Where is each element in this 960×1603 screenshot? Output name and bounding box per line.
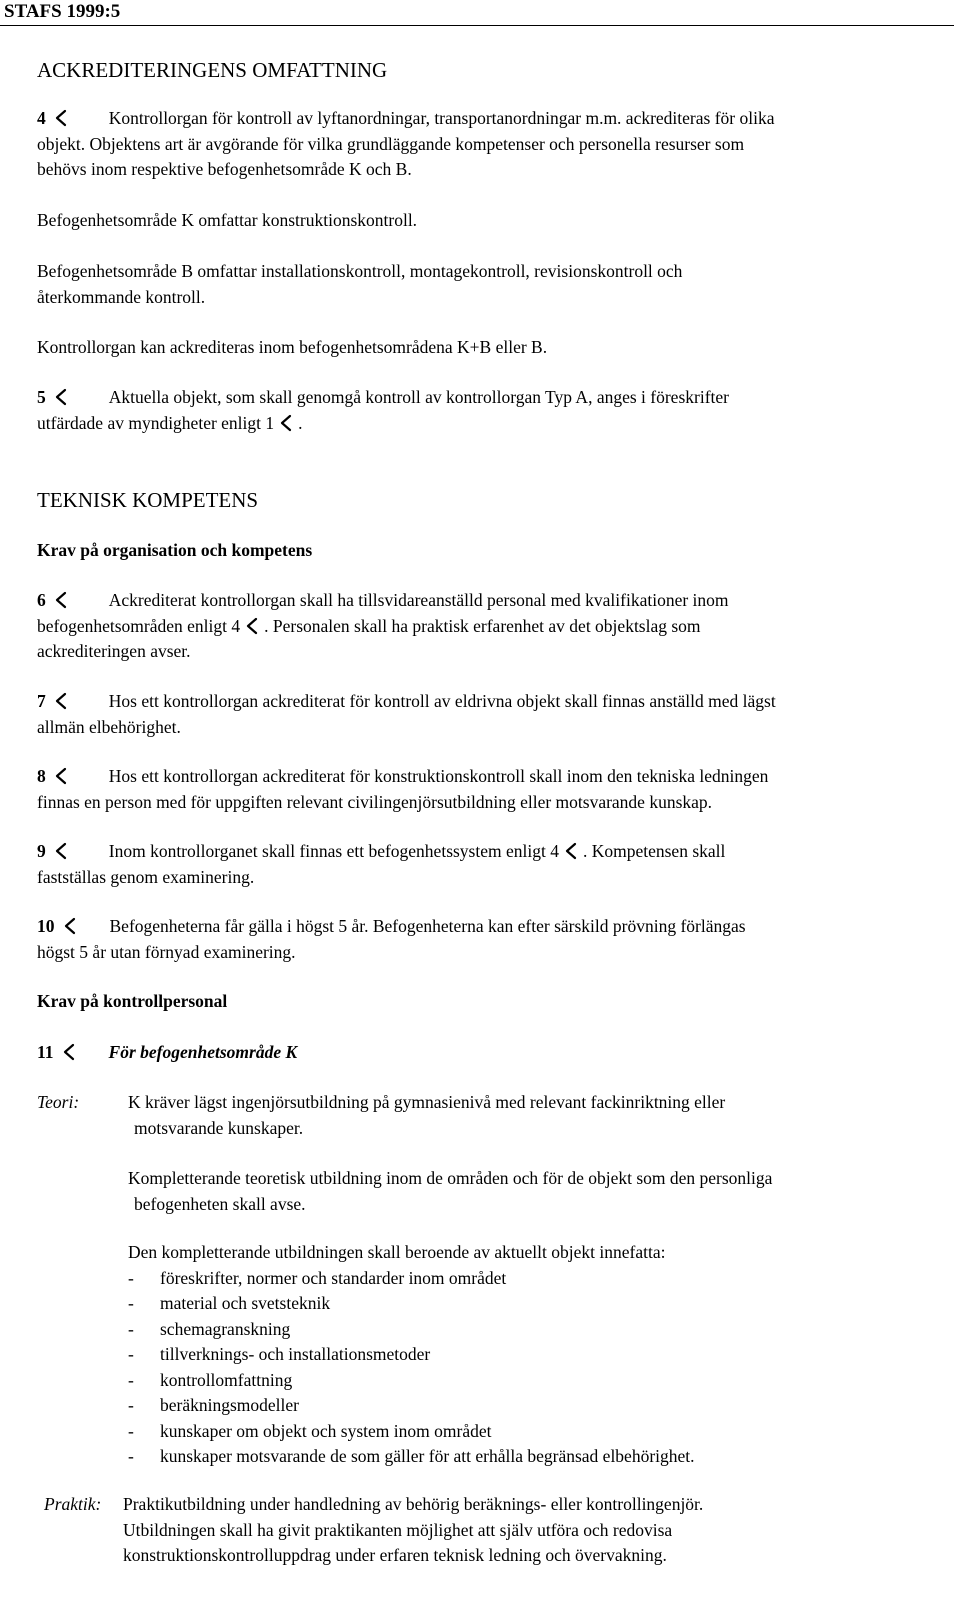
paragraph-4: 4 Kontrollorgan för kontroll av lyftanordningar, transportanordningar m.m. ackrediteras för olika objekt. Objektens art är avgörande för vilka grundläggande kompetenser och personella resurser som behövs inom respektive befogenhetsområde K och B. [37,108,775,179]
paragraph-number: 11 [37,1042,54,1062]
section-heading-competence: TEKNISK KOMPETENS [37,488,259,512]
dash-bullet: - [128,1369,134,1390]
paragraph-number: 7 [37,691,46,711]
section-heading-scope: ACKREDITERINGENS OMFATTNING [37,58,388,82]
list-item: - föreskrifter, normer och standarder inom området [128,1266,695,1292]
practice-requirement: Praktikutbildning under handledning av behörig beräknings- eller kontrollingenjör. Utbildningen skall ha givit praktikanten möjlighet att själv utföra och redovisa konstruktionskontrolluppdrag under erfaren teknisk ledning och övervakning. [123,1494,704,1565]
theory-supplementary: Kompletterande teoretisk utbildning inom de områden och för de objekt som den personliga befogenheten skall avse. [128,1168,773,1214]
list-item: - kunskaper motsvarande de som gäller för att erhålla begränsad elbehörighet. [128,1444,695,1470]
section-sign-icon [52,692,73,710]
list-item: - material och svetsteknik [128,1291,695,1317]
section-sign-icon [243,617,264,635]
dash-bullet: - [128,1420,134,1441]
list-item: - kontrollomfattning [128,1368,695,1394]
dash-bullet: - [128,1344,134,1364]
paragraph-6: 6 Ackrediterat kontrollorgan skall ha tillsvidareanställd personal med kvalifikationer inom befogenhetsområden enligt 4 . Personalen skall ha praktisk erfarenhet av det objektslag som ackrediteringen avser. [37,590,729,661]
dash-bullet: - [128,1267,134,1288]
section-sign-icon [52,388,73,406]
list-item: - kunskaper om objekt och system inom området [128,1419,695,1445]
paragraph-10: 10 Befogenheterna får gälla i högst 5 år. Befogenheterna kan efter särskild prövning förlängas högst 5 år utan förnyad examinering. [37,916,746,962]
paragraph-9: 9 Inom kontrollorganet skall finnas ett befogenhetssystem enligt 4 . Kompetensen skall fastställas genom examinering. [37,841,726,887]
dash-bullet: - [128,1446,134,1466]
paragraph-number: 4 [37,108,46,128]
paragraph-scope-k: Befogenhetsområde K omfattar konstruktionskontroll. [37,210,418,230]
practice-label: Praktik: [44,1494,102,1514]
section-sign-icon [60,1043,81,1061]
header-divider [0,25,954,26]
theory-requirement: K kräver lägst ingenjörsutbildning på gymnasienivå med relevant fackinriktning eller motsvarande kunskaper. [128,1092,726,1138]
paragraph-number: 6 [37,590,46,610]
paragraph-number: 9 [37,841,46,861]
section-sign-icon [277,414,298,432]
section-sign-icon [52,842,73,860]
page-header [0,0,960,26]
subheading-personnel: Krav på kontrollpersonal [37,991,228,1011]
document-id: STAFS 1999:5 [4,1,121,22]
paragraph-scope-kb: Kontrollorgan kan ackrediteras inom befogenhetsområdena K+B eller B. [37,337,548,357]
section-sign-icon [52,591,73,609]
paragraph-number: 5 [37,387,46,407]
section-sign-icon [52,109,73,127]
curriculum-list [128,1266,695,1470]
list-item: - schemagranskning [128,1317,695,1343]
subheading-organisation: Krav på organisation och kompetens [37,540,313,560]
paragraph-number: 8 [37,766,46,786]
dash-bullet: - [128,1318,134,1339]
dash-bullet: - [128,1395,134,1415]
list-item: - tillverknings- och installationsmetoder [128,1342,695,1368]
paragraph-11 [37,1040,917,1066]
paragraph-title: För befogenhetsområde K [108,1042,298,1062]
section-sign-icon [52,767,73,785]
theory-curriculum: Den kompletterande utbildningen skall beroende av aktuellt objekt innefatta: - föreskrifter, normer och standarder inom området - material och svetsteknik - schemagranskning - tillverknings- och installationsmetoder - kontrollomfattning - beräkningsmodeller - kunskaper om objekt och system inom området - kunskaper motsvarande de som gäller för att erhålla begränsad elbehörighet. [128,1240,695,1470]
paragraph-scope-b: Befogenhetsområde B omfattar installationskontroll, montagekontroll, revisionskontroll och återkommande kontroll. [37,261,683,307]
dash-bullet: - [128,1293,134,1313]
paragraph-number: 10 [37,916,55,936]
paragraph-8: 8 Hos ett kontrollorgan ackrediterat för konstruktionskontroll skall inom den tekniska ledningen finnas en person med för uppgiften relevant civilingenjörsutbildning eller motsvarande kunskap. [37,766,769,812]
section-sign-icon [562,842,583,860]
theory-label: Teori: [37,1092,80,1112]
paragraph-5: 5 Aktuella objekt, som skall genomgå kontroll av kontrollorgan Typ A, anges i föreskrifter utfärdade av myndigheter enligt 1 . [37,387,729,433]
list-item: - beräkningsmodeller [128,1393,695,1419]
section-sign-icon [61,917,82,935]
paragraph-7: 7 Hos ett kontrollorgan ackrediterat för kontroll av eldrivna objekt skall finnas anställd med lägst allmän elbehörighet. [37,691,776,737]
